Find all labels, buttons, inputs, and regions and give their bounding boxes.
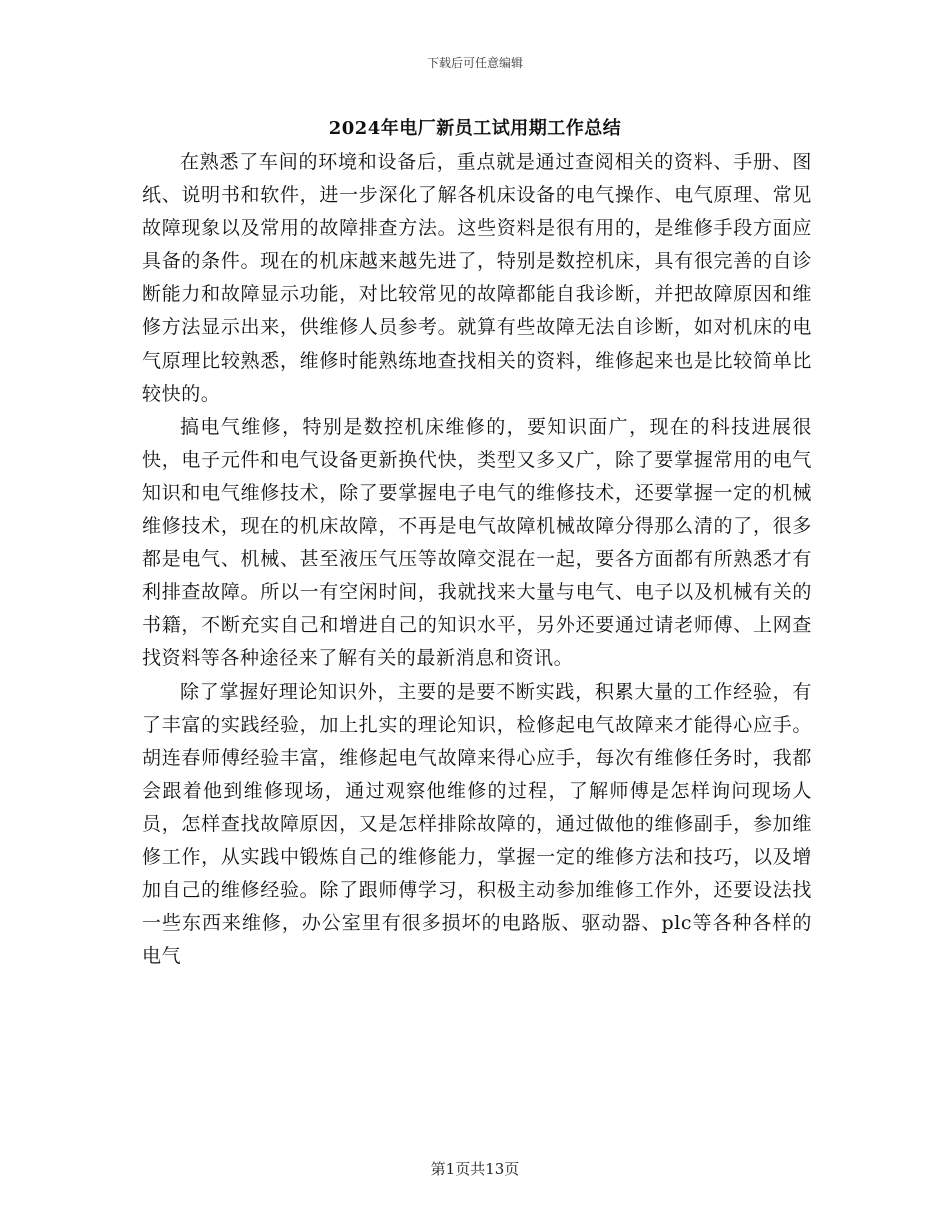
page-number-footer: 第1页共13页 <box>430 1160 520 1178</box>
paragraph-3: 除了掌握好理论知识外，主要的是要不断实践，积累大量的工作经验，有了丰富的实践经验，加上扎实的理论知识，检修起电气故障来才能得心应手。胡连春师傅经验丰富，维修起电气故障来得心应手，每次有维修任务时，我都会跟着他到维修现场，通过观察他维修的过程，了解师傅是怎样询问现场人员，怎样查找故障原因，又是怎样排除故障的，通过做他的维修副手，参加维修工作，从实践中锻炼自己的维修能力，掌握一定的维修方法和技巧，以及增加自己的维修经验。除了跟师傅学习，积极主动参加维修工作外，还要设法找一些东西来维修，办公室里有很多损坏的电路版、驱动器、plc等各种各样的电气 <box>142 680 812 968</box>
paragraph-1: 在熟悉了车间的环境和设备后，重点就是通过查阅相关的资料、手册、图纸、说明书和软件，进一步深化了解各机床设备的电气操作、电气原理、常见故障现象以及常用的故障排查方法。这些资料是很有用的，是维修手段方面应具备的条件。现在的机床越来越先进了，特别是数控机床，具有很完善的自诊断能力和故障显示功能，对比较常见的故障都能自我诊断，并把故障原因和维修方法显示出来，供维修人员参考。就算有些故障无法自诊断，如对机床的电气原理比较熟悉，维修时能熟练地查找相关的资料，维修起来也是比较简单比较快的。 <box>142 151 812 405</box>
paragraph-2: 搞电气维修，特别是数控机床维修的，要知识面广，现在的科技进展很快，电子元件和电气设备更新换代快，类型又多又广，除了要掌握常用的电气知识和电气维修技术，除了要掌握电子电气的维修技术，还要掌握一定的机械维修技术，现在的机床故障，不再是电气故障机械故障分得那么清的了，很多都是电气、机械、甚至液压气压等故障交混在一起，要各方面都有所熟悉才有利排查故障。所以一有空闲时间，我就找来大量与电气、电子以及机械有关的书籍，不断充实自己和增进自己的知识水平，另外还要通过请老师傅、上网查找资料等各种途径来了解有关的最新消息和资讯。 <box>142 415 812 670</box>
document-title: 2024年电厂新员工试用期工作总结 <box>328 118 622 139</box>
page-header-note: 下载后可任意编辑 <box>426 56 523 70</box>
document-body <box>142 146 812 973</box>
